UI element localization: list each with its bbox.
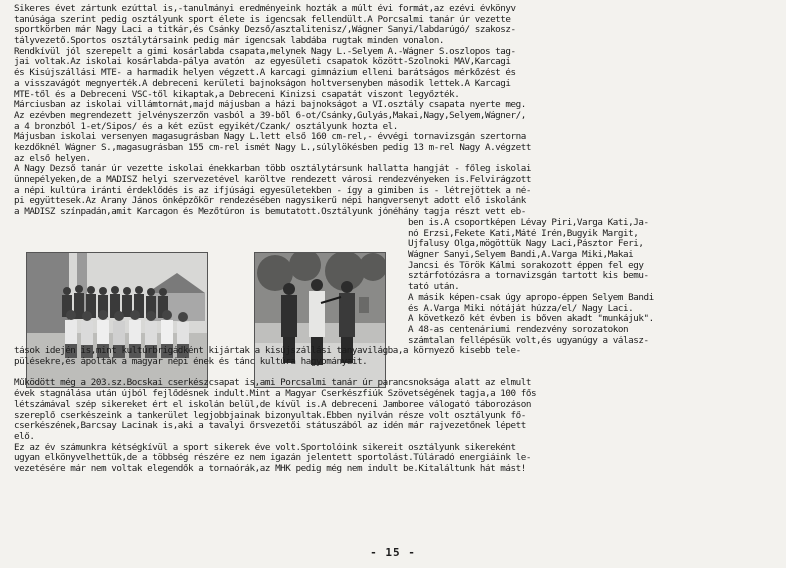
text-line: Rendkívül jól szerepelt a gimi kosárlabda csapata,melynek Nagy L.-Selyem A.-Wágner S.oszlopos tag- [14,46,516,57]
text-line: Wágner Sanyi,Selyem Bandi,A.Varga Miki,Makai [408,250,634,261]
text-line: Jancsi és Török Kálmi sorakozott éppen fel egy [408,260,644,271]
text-line: Sikeres évet zártunk ezúttal is,-tanulmányi eredményeink hozták a múlt évi formát,az ezévi évkönyv [14,4,516,14]
text-line: Működött még a 203.sz.Bocskai cserkészcsapat is,ami Porcsalmi tanár úr parancsnoksága alatt az elmult [14,378,532,389]
article-right-column [408,218,780,346]
text-line: A következő két évben is bőven akadt "munkájuk". [408,314,654,325]
article-top-text [14,4,776,218]
text-line: Ujfalusy Olga,mögöttük Nagy Laci,Pásztor Feri, [408,239,644,250]
text-line: a MADISZ színpadán,amit Karcagon és Mezőtúron is bemutatott.Osztályunk jónéhány tagja részt vett eb- [14,207,526,218]
text-line: tató után. [408,282,460,293]
text-line: sportkörben már Nagy Laci a titkár,és Csánky Dezső/asztalitenisz/,Wágner Sanyi/labdarúgó/ szakosz- [14,25,516,36]
text-line: ben is.A csoportképen Lévay Piri,Varga Kati,Ja- [408,218,649,228]
text-line: elő. [14,431,35,442]
text-line [14,368,776,379]
text-line: sztárfotózásra a tornavizsgán tartott kis bemu- [408,271,649,282]
text-line: pi együttesek.Az Arany János önképzőkör rendezésében nagysikerű népi hangversenyt adott elő iskolánk [14,196,526,207]
text-line: a visszavágót megnyerték.A debreceni kerületi bajnokságon holtversenyben második lettek.A Karcagi [14,78,511,89]
text-line: tások idején is,mint kultúrbrigádként kijártak a kisújszállási tanyavilágba,a környező kisebb tele- [14,346,521,357]
text-line: szereplő cserkészeink a tankerület legjobbjainak bizonyultak.Ebben nyilván része volt osztályunk fő- [14,410,526,421]
text-line: évek stagnálása után újból fejlődésnek indult.Mint a Magyar Cserkészfiúk Szövetségének tagja,a 100 fős [14,389,537,400]
text-line: Ez az év számunkra kétségkívül a sport sikerek éve volt.Sportolóink sikereit osztályunk sikereként [14,442,516,453]
text-line: A másik képen-csak úgy apropo-éppen Selyem Bandi [408,292,654,303]
text-line: a 4 bronzból 1-et/Sipos/ és a két ezüst egyikét/Czank/ osztályunk hozta el. [14,121,398,132]
text-line: ugyan elkönyvelhettük,de a többség részére ez nem igazán jelentett sportolást.Túláradó energiáink le- [14,453,532,464]
text-line: A Nagy Dezső tanár úr vezette iskolai énekkarban több osztálytársunk hallatta hangját - főleg iskolai [14,164,532,175]
text-line: létszámával szép sikereket ért el iskolán belül,de kívül is.A debreceni Jamboree válogató táborozáson [14,399,532,410]
text-line: tanúsága szerint pedig osztályunk sport élete is igencsak fellendült.A Porcsalmi tanár úr vezette [14,14,511,25]
text-line: nó Erzsi,Fekete Kati,Máté Irén,Bugyik Margit, [408,228,639,239]
text-line: Az ezévben megrendezett jelvényszerzőn vasból a 39-ből 6-ot/Csánky,Gulyás,Makai,Nagy,Selyem,Wágner/, [14,110,526,121]
text-line: jai voltak.Az iskolai kosárlabda-pálya avatón az egyesületi csapatok között-Szolnoki MÁV,Karcagi [14,57,511,68]
text-line: és Kisújszállási MTE- a harmadik helyen végzett.A karcagi gimnázium elleni barátságos mérkőzést és [14,68,516,79]
text-line: cserkészének,Barcsay Lacinak is,aki a tavalyi őrsvezetői státuszából az idén már rajvezetőnek lépett [14,421,526,432]
text-line: a népi kultúra iránti érdeklődés is az ifjúsági egyesületekben - így a gimiben is - létrejöttek a né- [14,185,532,196]
text-line: az első helyen. [14,153,91,164]
text-line: kezdőknél Wágner S.,magasugrásban 155 cm-rel ismét Nagy L.,súlylökésben pedig 13 m-rel Nagy A.végzett [14,142,532,153]
text-line: A 48-as centenáriumi rendezvény sorozatokon [408,324,629,335]
text-line: pülésekre,és ápolták a magyar népi ének és tánc kultúra hagyományait. [14,357,368,368]
text-line: ünnepélyeken,de a MADISZ helyi szervezetével karöltve rendezett városi rendezvényeken is.Felvirágzott [14,175,532,185]
text-line: vezetésére már nem voltak elegendők a tornaórák,az MHK pedig még nem indult be.Kitaláltunk hát mást! [14,463,526,474]
text-line: és A.Varga Miki nótáját húzza/el/ Nagy Laci. [408,303,634,314]
text-line: tályvezető.Sportos osztálytársaink pedig már igencsak labdába rugtak minden vonalon. [14,36,444,47]
page-number: - 15 - [370,546,416,559]
text-line: Márciusban az iskolai villámtornát,majd májusban a házi bajnokságot a VI.osztály csapata nyerte meg. [14,100,526,111]
text-line: számtalan fellépésük volt,és ugyanúgy a válasz- [408,335,649,346]
article-bottom-text [14,346,776,474]
text-line: Májusban iskolai versenyen magasugrásban Nagy L.lett első 160 cm-rel,- évvégi tornavizsgán szertorna [14,132,526,143]
text-line: MTE-től és a Debreceni VSC-től kikaptak,a Debreceni Kinizsi csapatát viszont legyőzték. [14,89,460,100]
